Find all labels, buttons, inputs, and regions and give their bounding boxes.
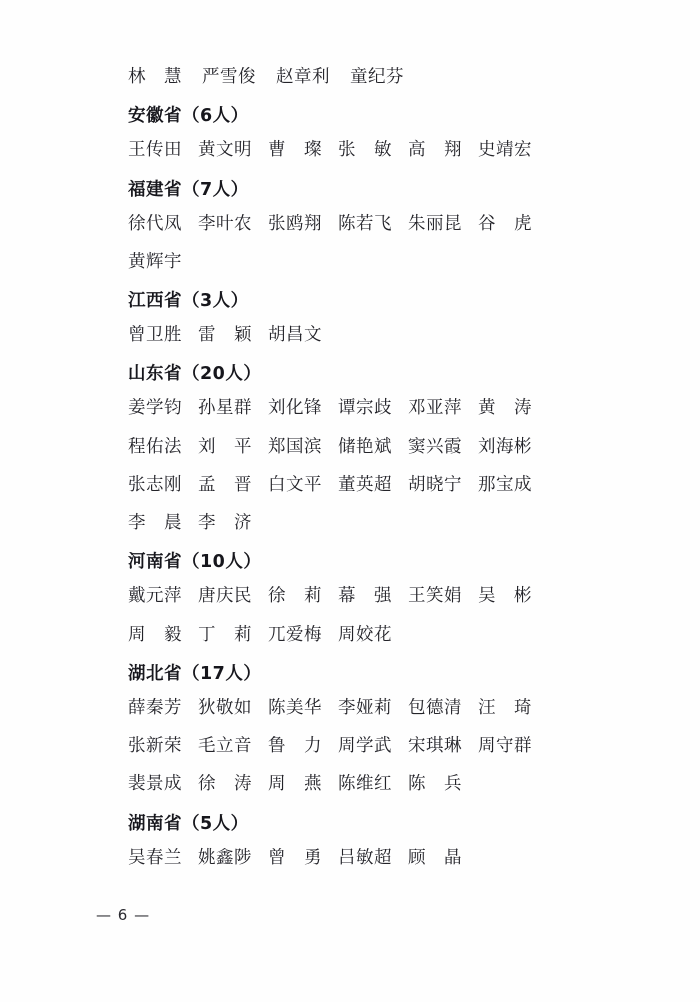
name-item: 张鸥翔: [268, 213, 322, 234]
name-item: 姜学钧: [128, 398, 182, 419]
name-item: 周姣花: [338, 624, 392, 645]
name-line: [128, 845, 582, 871]
province-heading: 湖北省（17人）: [128, 663, 262, 684]
name-item: 宋琪琳: [408, 736, 462, 756]
name-item: 陈美华: [268, 697, 322, 718]
name-item: 薛秦芳: [128, 697, 182, 718]
name-item: 储艳斌: [338, 436, 392, 457]
province-group: [128, 660, 582, 798]
name-line: [128, 583, 582, 609]
name-item: 窦兴霞: [408, 436, 462, 457]
name-item: 邓亚萍: [408, 398, 462, 419]
name-item: 陈若飞: [338, 213, 392, 234]
name-line: [128, 64, 582, 90]
name-item: 徐代凤: [128, 213, 182, 234]
name-item: 严雪俊: [202, 67, 256, 87]
name-item: 李娅莉: [338, 697, 392, 718]
name-line: [128, 434, 582, 460]
name-item: 吕敏超: [338, 847, 392, 868]
name-item: 程佑法: [128, 436, 182, 457]
name-item: 吴 彬: [478, 586, 532, 607]
name-item: 毛立音: [198, 736, 252, 756]
province-group: [128, 287, 582, 348]
name-item: 那宝成: [478, 474, 532, 495]
name-item: 姚鑫陟: [198, 847, 252, 868]
name-line: [128, 472, 582, 498]
name-item: 陈 兵: [408, 774, 462, 795]
province-group: [128, 810, 582, 871]
name-item: 黄 涛: [478, 398, 532, 419]
name-item: 吴春兰: [128, 847, 182, 868]
page-number: — 6 —: [96, 906, 151, 924]
name-item: 唐庆民: [198, 586, 252, 607]
name-item: 白文平: [268, 474, 322, 495]
name-item: 张新荣: [128, 736, 182, 756]
name-item: 曹 璨: [268, 140, 322, 161]
name-item: 狄敬如: [198, 697, 252, 718]
name-line: [128, 695, 582, 721]
name-item: 陈维红: [338, 774, 392, 795]
province-heading: 湖南省（5人）: [128, 813, 249, 834]
name-item: 周 毅: [128, 624, 182, 645]
name-item: 王传田: [128, 140, 182, 161]
name-line: [128, 771, 582, 797]
province-heading: 福建省（7人）: [128, 179, 249, 200]
name-item: 李叶农: [198, 213, 252, 234]
name-item: 丁 莉: [198, 624, 252, 645]
name-item: 高 翔: [408, 140, 462, 161]
name-item: 周 燕: [268, 774, 322, 795]
name-item: 张 敏: [338, 140, 392, 161]
name-item: 兀爱梅: [268, 624, 322, 645]
name-item: 董英超: [338, 474, 392, 495]
name-item: 幕 强: [338, 586, 392, 607]
name-line: [128, 249, 582, 275]
name-item: 曾 勇: [268, 847, 322, 868]
name-line: [128, 211, 582, 237]
name-item: 曾卫胜: [128, 325, 182, 345]
name-item: 胡昌文: [268, 325, 322, 345]
name-item: 朱丽昆: [408, 213, 462, 234]
name-item: 刘化锋: [268, 398, 322, 419]
name-item: 裴景成: [128, 774, 182, 795]
name-item: 李 晨: [128, 513, 182, 533]
name-line: [128, 137, 582, 163]
name-item: 戴元萍: [128, 586, 182, 607]
name-line: [128, 395, 582, 421]
name-item: 徐 莉: [268, 586, 322, 607]
name-item: 黄文明: [198, 140, 252, 161]
name-line: [128, 322, 582, 348]
name-item: 童纪芬: [350, 67, 404, 87]
province-heading: 河南省（10人）: [128, 552, 262, 573]
name-item: 顾 晶: [408, 847, 462, 868]
name-item: 刘 平: [198, 436, 252, 457]
name-item: 刘海彬: [478, 436, 532, 457]
name-item: 王笑娟: [408, 586, 462, 607]
document-body: [128, 64, 582, 871]
name-item: 李 济: [198, 513, 252, 533]
province-heading: 江西省（3人）: [128, 291, 249, 311]
province-group: [128, 548, 582, 648]
name-item: 周学武: [338, 736, 392, 756]
name-item: 张志刚: [128, 474, 182, 495]
name-item: 谭宗歧: [338, 398, 392, 419]
name-item: 汪 琦: [478, 697, 532, 718]
name-line: [128, 510, 582, 536]
name-item: 赵章利: [276, 67, 330, 87]
name-item: 孙星群: [198, 398, 252, 419]
province-group: [128, 360, 582, 536]
province-group: [128, 176, 582, 276]
name-item: 孟 晋: [198, 474, 252, 495]
name-line: [128, 622, 582, 648]
province-heading: 安徽省（6人）: [128, 106, 249, 127]
name-item: 林 慧: [128, 67, 182, 87]
name-line: [128, 733, 582, 759]
name-item: 周守群: [478, 736, 532, 756]
province-group: [128, 102, 582, 163]
name-item: 史靖宏: [478, 140, 532, 161]
name-item: 谷 虎: [478, 213, 532, 234]
name-item: 鲁 力: [268, 736, 322, 756]
name-item: 包德清: [408, 697, 462, 718]
name-item: 郑国滨: [268, 436, 322, 457]
province-heading: 山东省（20人）: [128, 364, 262, 385]
name-item: 黄辉宇: [128, 251, 182, 272]
name-item: 胡晓宁: [408, 474, 462, 495]
name-item: 雷 颖: [198, 325, 252, 345]
name-item: 徐 涛: [198, 774, 252, 795]
